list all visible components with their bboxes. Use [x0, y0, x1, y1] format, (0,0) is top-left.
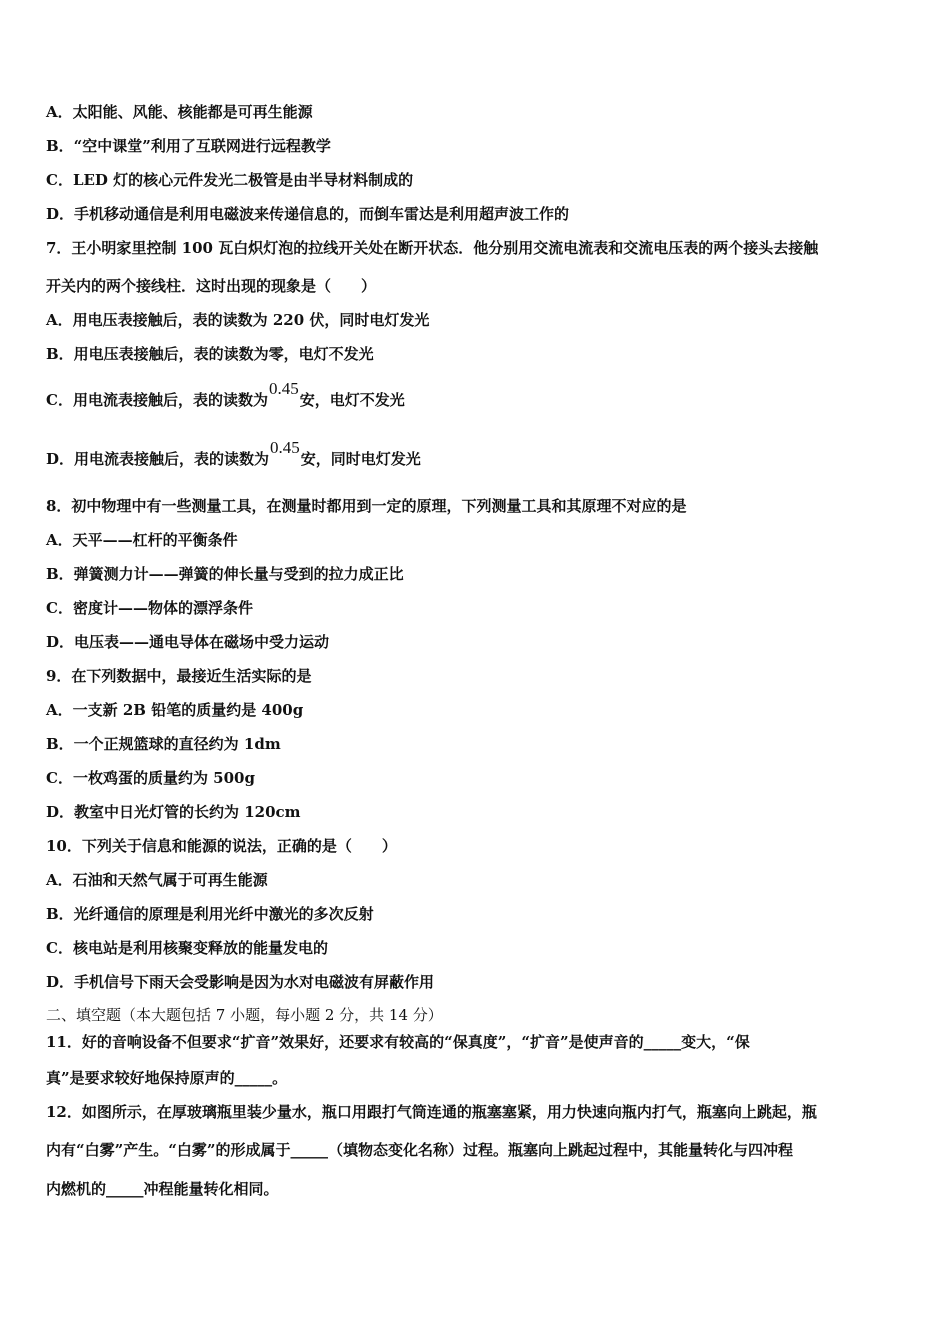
q8-option-a: A．天平——杠杆的平衡条件 [46, 531, 238, 549]
q10-option-d: D．手机信号下雨天会受影响是因为水对电磁波有屏蔽作用 [46, 973, 435, 991]
q7-option-c-text: C．用电流表接触后，表的读数为 [46, 391, 268, 409]
q10-option-a: A．石油和天然气属于可再生能源 [46, 871, 268, 889]
q9-option-d: D．教室中日光灯管的长约为 120cm [46, 803, 301, 821]
q7-option-d-formula: 0.45 [270, 438, 300, 457]
q7-option-d-text: D．用电流表接触后，表的读数为 [46, 450, 270, 468]
q6-option-d: D．手机移动通信是利用电磁波来传递信息的，而倒车雷达是利用超声波工作的 [46, 205, 570, 223]
q9-option-b: B．一个正规篮球的直径约为 1dm [46, 735, 281, 753]
section-heading-fill-in: 二、填空题（本大题包括 7 小题，每小题 2 分，共 14 分） [46, 1006, 443, 1024]
q7-stem: 7．王小明家里控制 100 瓦白炽灯泡的拉线开关处在断开状态．他分别用交流电流表和交流电压表的两个接头去接触 [46, 239, 819, 257]
q8-option-b: B．弹簧测力计——弹簧的伸长量与受到的拉力成正比 [46, 565, 404, 583]
q8-option-d: D．电压表——通电导体在磁场中受力运动 [46, 633, 330, 651]
q9-option-c: C．一枚鸡蛋的质量约为 500g [46, 769, 255, 787]
q7-option-d-text-end: 安，同时电灯发光 [300, 450, 421, 468]
q7-option-c-formula: 0.45 [268, 379, 299, 398]
q10-stem: 10．下列关于信息和能源的说法，正确的是（ ） [46, 837, 397, 855]
q7-option-a: A．用电压表接触后，表的读数为 220 伏，同时电灯发光 [46, 311, 430, 329]
q6-option-c: C．LED 灯的核心元件发光二极管是由半导材料制成的 [46, 171, 414, 189]
q8-option-c: C．密度计——物体的漂浮条件 [46, 599, 253, 617]
q11-stem-cont: 真”是要求较好地保持原声的_____。 [46, 1069, 288, 1087]
q7-option-d [46, 438, 916, 469]
q12-stem-cont: 内有“白雾”产生。“白雾”的形成属于_____（填物态变化名称）过程。瓶塞向上跳起过程中，其能量转化与四冲程 [46, 1141, 794, 1159]
q8-stem: 8．初中物理中有一些测量工具，在测量时都用到一定的原理，下列测量工具和其原理不对应的是 [46, 497, 687, 515]
q12-stem: 12．如图所示，在厚玻璃瓶里装少量水，瓶口用跟打气筒连通的瓶塞塞紧，用力快速向瓶内打气，瓶塞向上跳起，瓶 [46, 1103, 817, 1121]
q10-option-c: C．核电站是利用核聚变释放的能量发电的 [46, 939, 328, 957]
q7-option-b: B．用电压表接触后，表的读数为零，电灯不发光 [46, 345, 374, 363]
q11-stem: 11．好的音响设备不但要求“扩音”效果好，还要求有较高的“保真度”，“扩音”是使声音的_____变大，“保 [46, 1033, 750, 1051]
q7-option-c-text-end: 安，电灯不发光 [299, 391, 405, 409]
q10-option-b: B．光纤通信的原理是利用光纤中激光的多次反射 [46, 905, 374, 923]
q7-stem-cont: 开关内的两个接线柱．这时出现的现象是（ ） [46, 277, 377, 295]
q7-option-c [46, 379, 916, 410]
q12-stem-end: 内燃机的_____冲程能量转化相同。 [46, 1180, 279, 1198]
q6-option-b: B．“空中课堂”利用了互联网进行远程教学 [46, 137, 331, 155]
q6-option-a: A．太阳能、风能、核能都是可再生能源 [46, 103, 313, 121]
q9-option-a: A．一支新 2B 铅笔的质量约是 400g [46, 701, 304, 719]
q9-stem: 9．在下列数据中，最接近生活实际的是 [46, 667, 312, 685]
